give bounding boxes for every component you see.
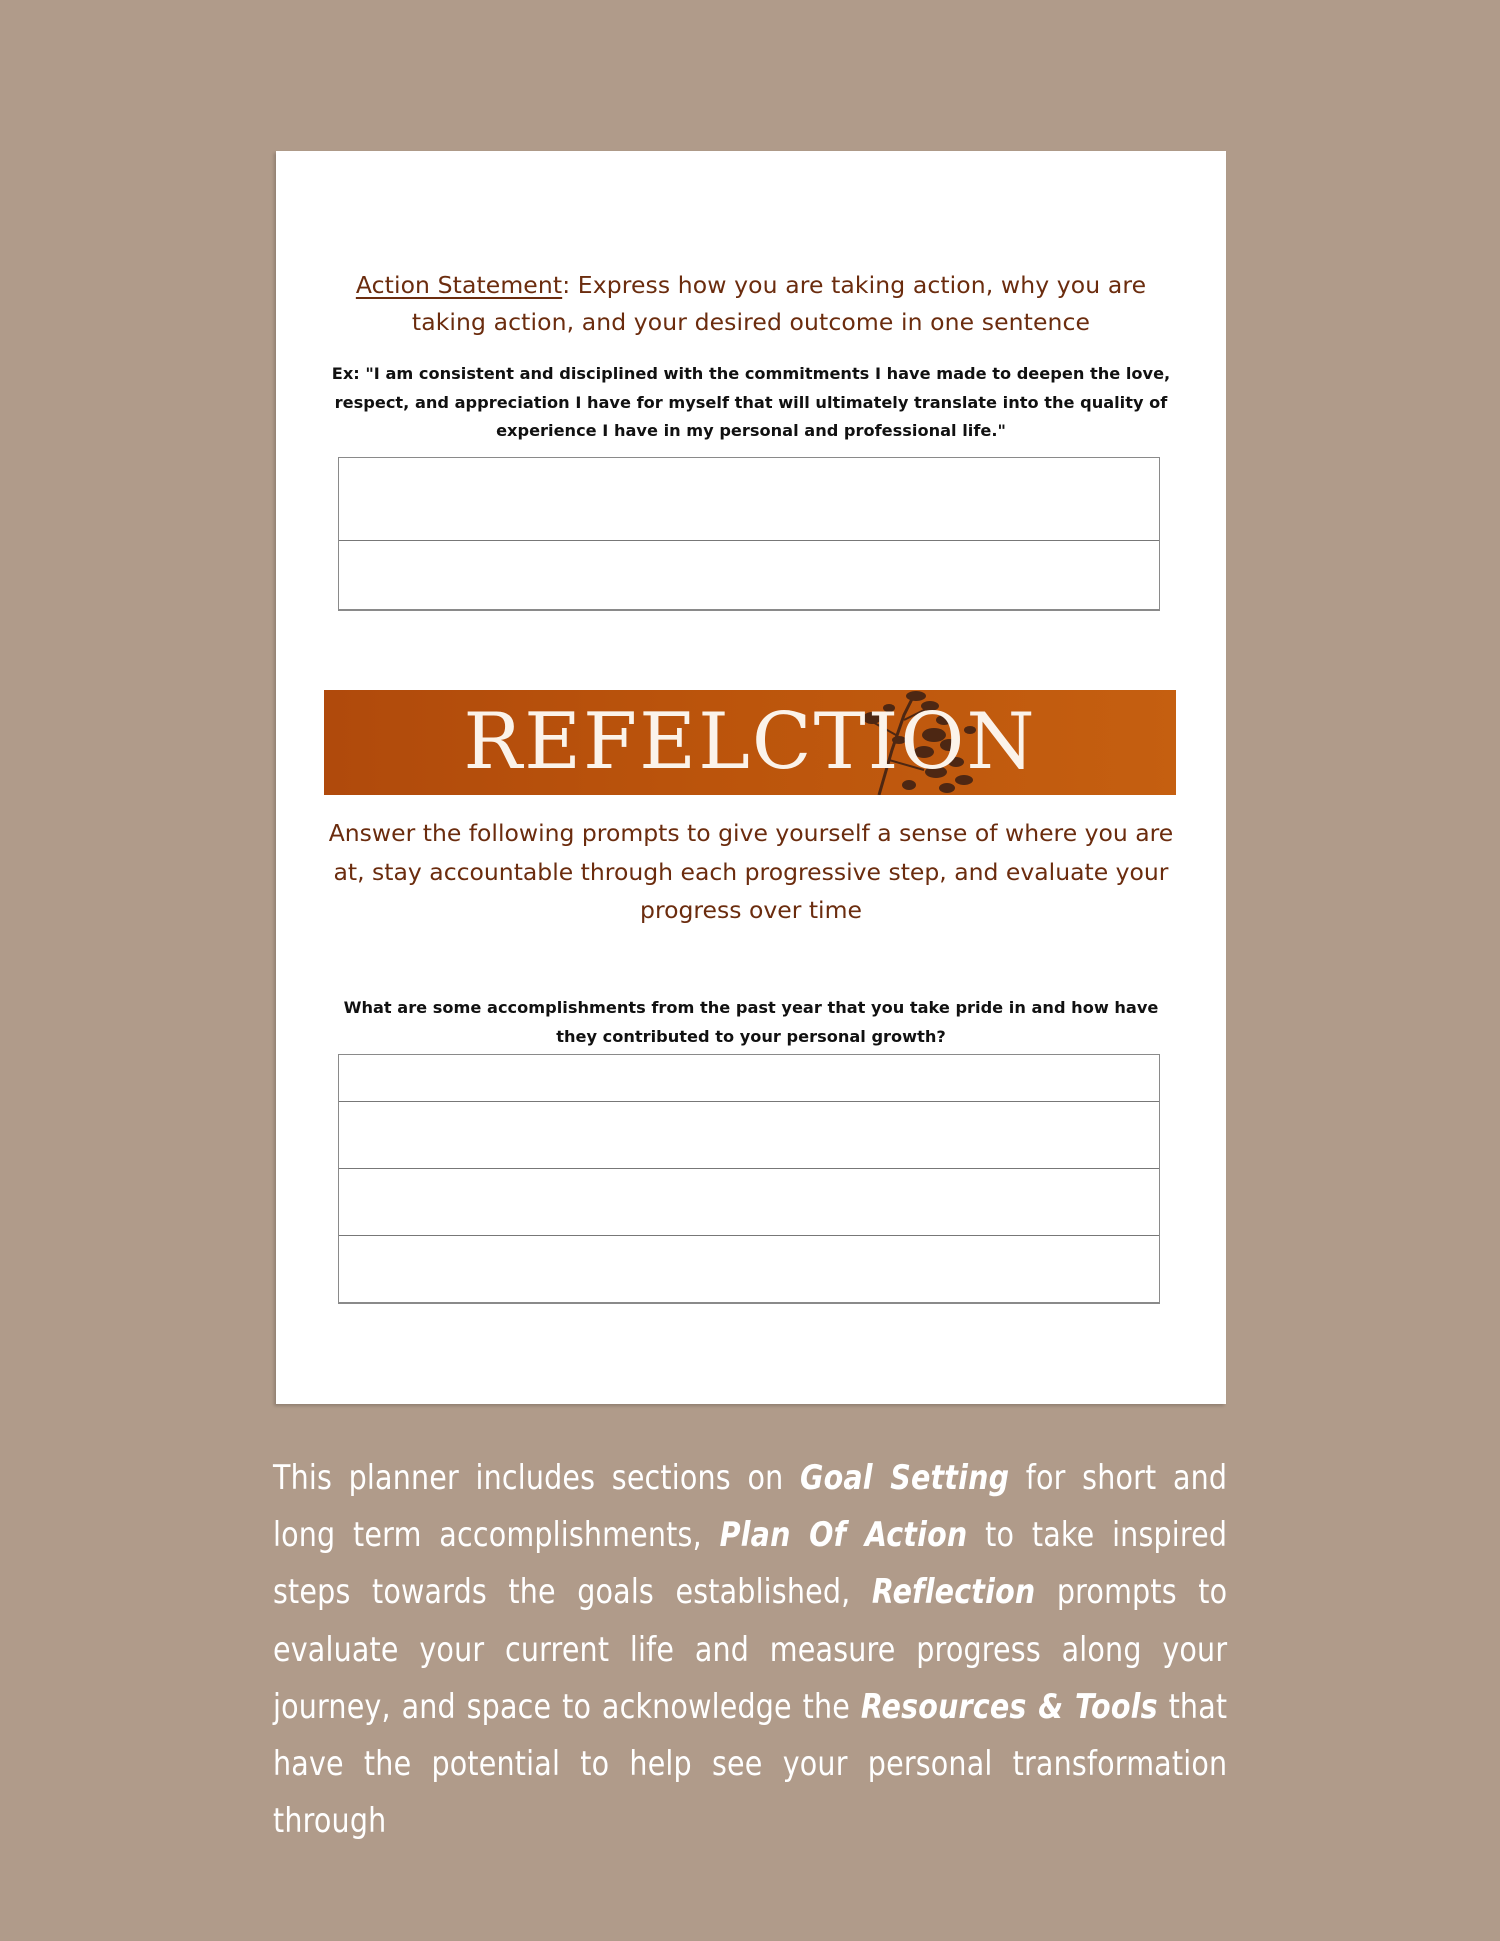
reflection-banner [324, 690, 1176, 795]
action-statement-answer-box[interactable] [338, 457, 1160, 611]
goal-setting-emphasis: Goal Setting [799, 1458, 1010, 1498]
answer-line[interactable] [339, 1169, 1159, 1236]
planner-page-preview [276, 151, 1226, 1404]
answer-line[interactable] [339, 541, 1159, 608]
reflection-banner-title: REFELCTION [463, 697, 1037, 787]
reflection-prompt-intro: Answer the following prompts to give yourself a sense of where you are at, stay accountable through each progressive step, and evaluate your progress over time [328, 819, 1174, 924]
plan-of-action-emphasis: Plan Of Action [719, 1515, 968, 1556]
description-text: for short and long term accomplishments, [273, 1458, 1228, 1556]
action-statement-heading [324, 267, 1178, 341]
reflection-question: What are some accomplishments from the past year that you take pride in and how have they contributed to your personal growth? [343, 998, 1159, 1046]
answer-line[interactable] [339, 1102, 1159, 1169]
action-statement-label: Action Statement [355, 271, 563, 299]
answer-line[interactable] [339, 1236, 1159, 1301]
description-text: This planner includes sections on [273, 1458, 800, 1498]
resources-tools-emphasis: Resources & Tools [860, 1686, 1158, 1727]
description-text: prompts to evaluate your current life and measure progress along your journey, and space to acknowledge the [273, 1572, 1228, 1727]
description-text: to take inspired steps towards the goals established, [273, 1515, 1228, 1613]
action-statement-instruction: : Express how you are taking action, why you are taking action, and your desired outcome in one sentence [411, 271, 1147, 336]
reflection-answer-box[interactable] [338, 1054, 1160, 1304]
action-statement-example: Ex: "I am consistent and disciplined with the commitments I have made to deepen the love, respect, and appreciation I have for myself that will ultimately translate into the quality of experience I have in my personal and professional life." [331, 364, 1171, 440]
planner-description [273, 1450, 1227, 1850]
answer-line[interactable] [339, 1055, 1159, 1102]
description-text: that have the potential to help see your personal transformation through [273, 1686, 1228, 1842]
answer-line[interactable] [339, 458, 1159, 541]
reflection-emphasis: Reflection [871, 1572, 1036, 1613]
